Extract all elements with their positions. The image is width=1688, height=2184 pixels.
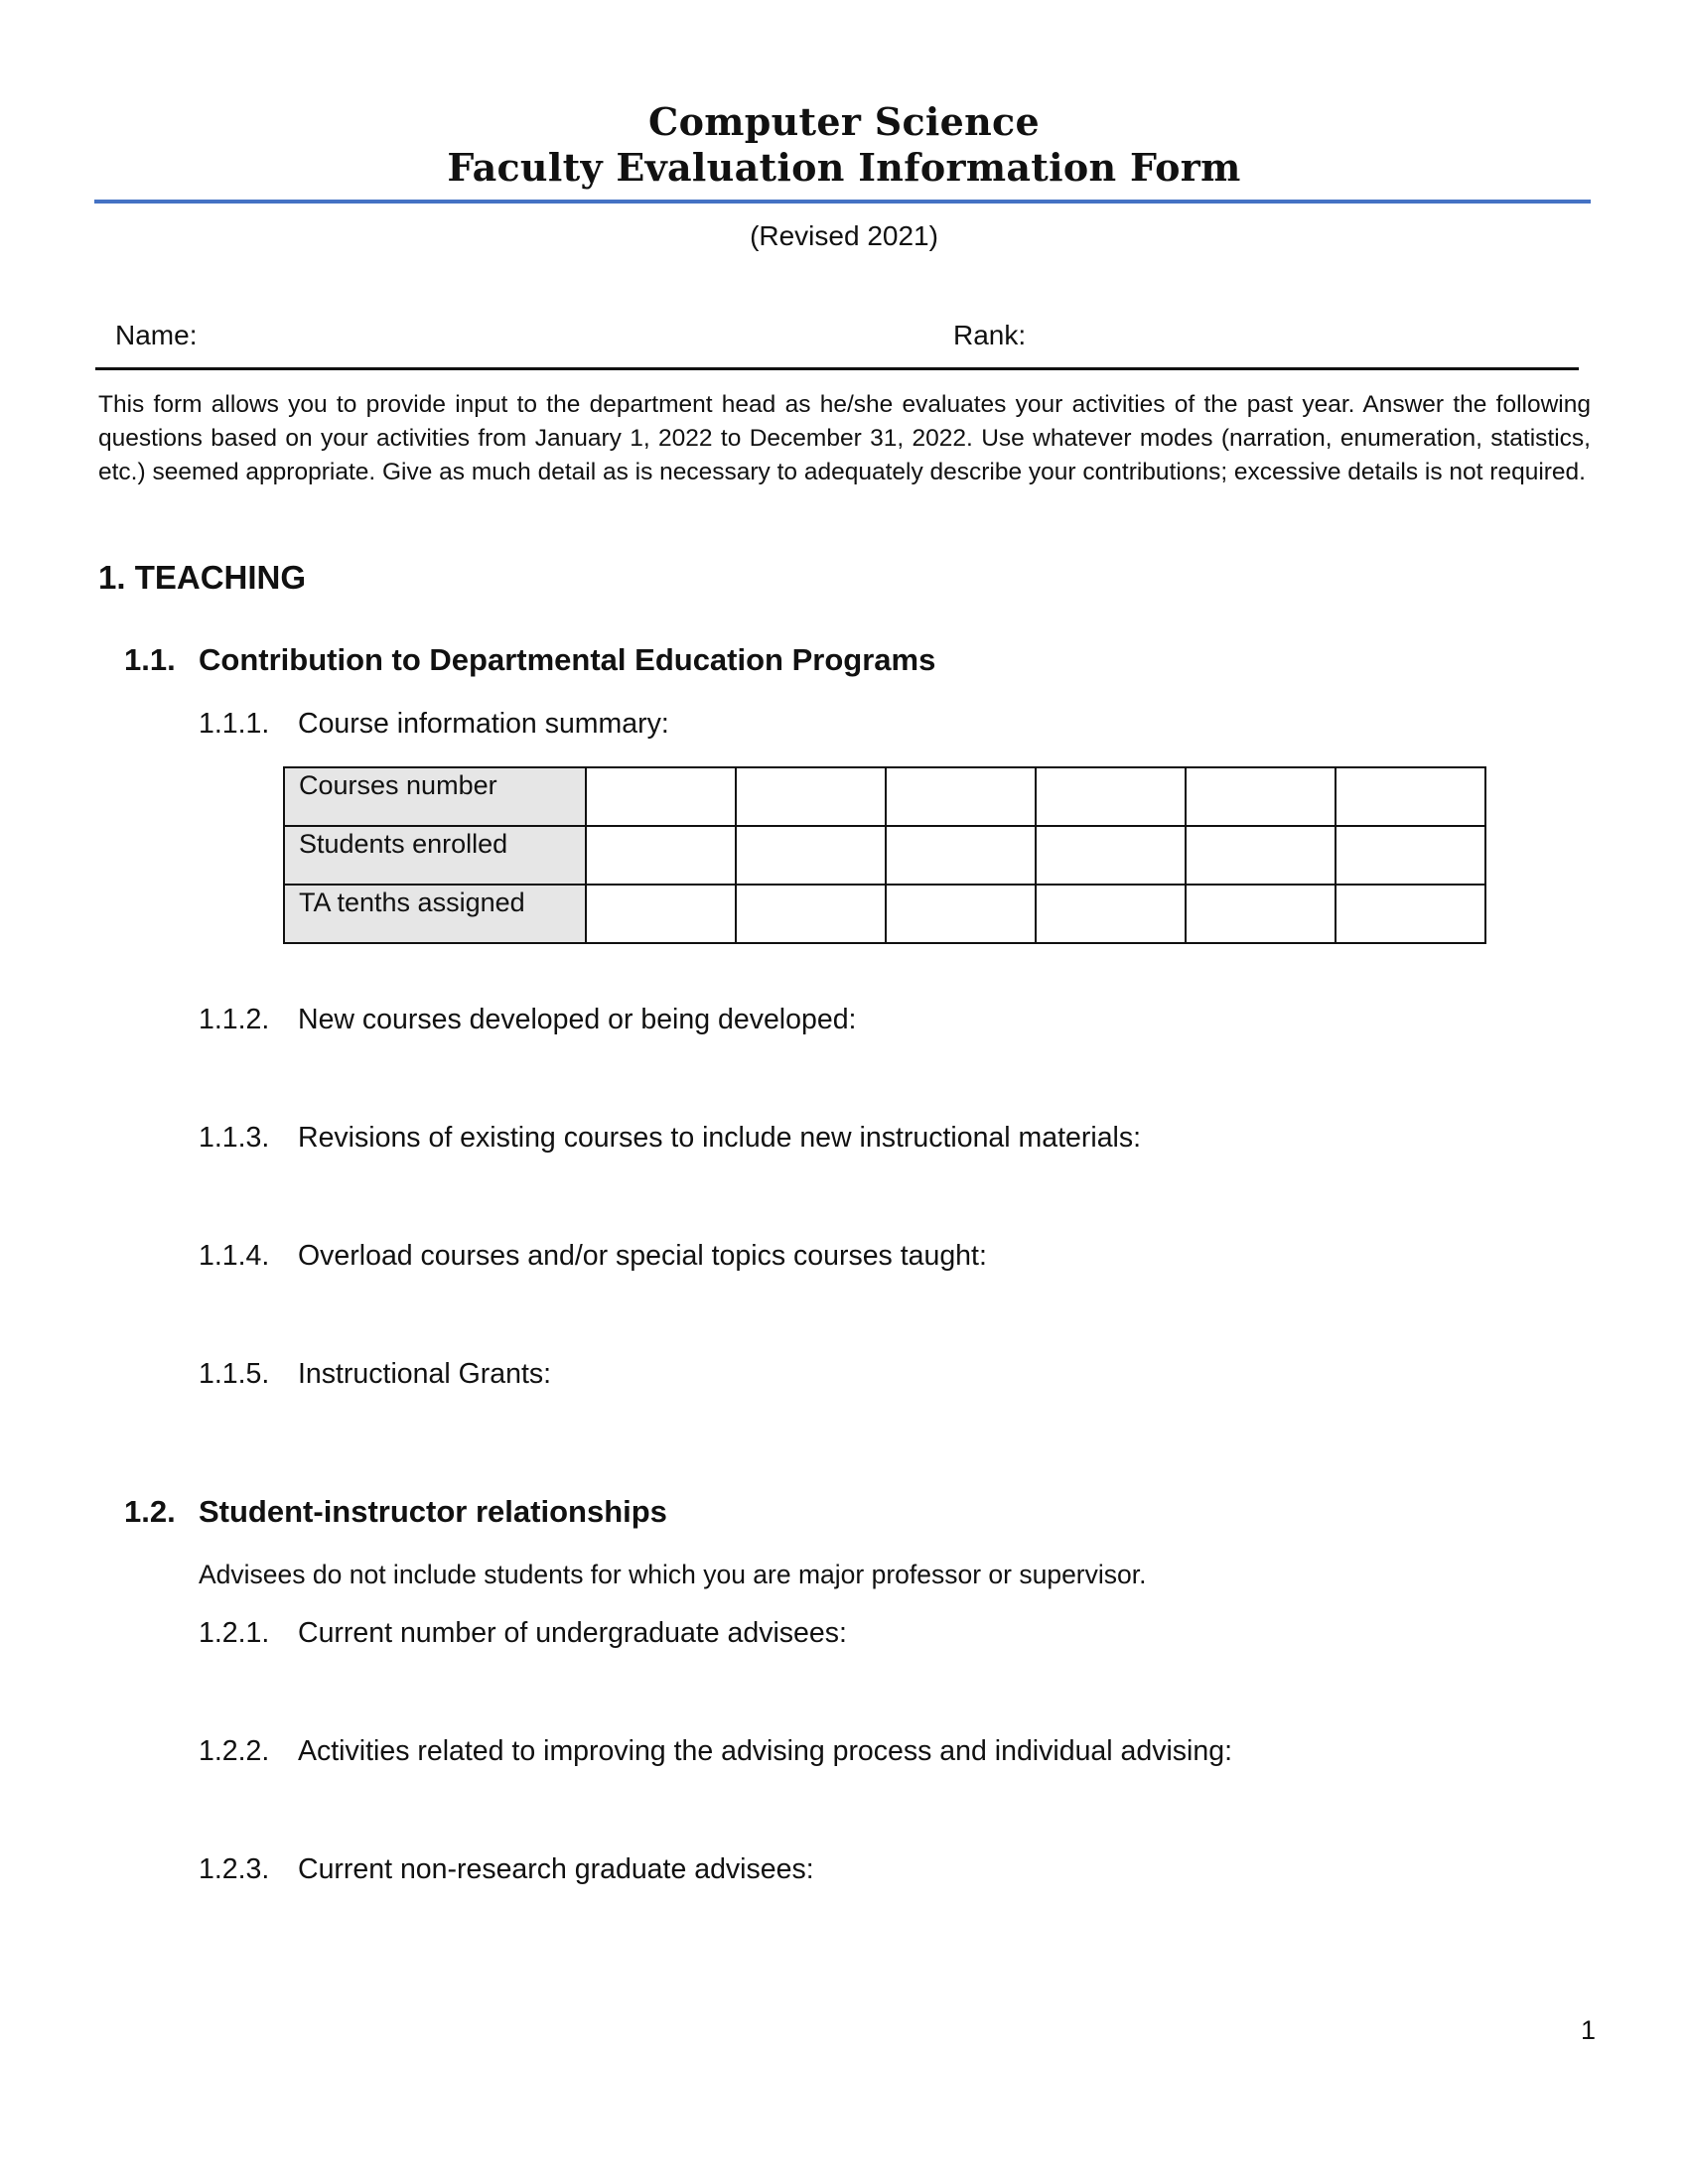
item-number: 1.1.4. bbox=[199, 1240, 270, 1272]
table-cell[interactable] bbox=[586, 885, 736, 943]
row-header-courses-number: Courses number bbox=[284, 767, 586, 826]
table-row bbox=[284, 826, 1485, 885]
item-number: 1.2.3. bbox=[199, 1853, 270, 1885]
table-cell[interactable] bbox=[1186, 767, 1336, 826]
item-text: Activities related to improving the advising process and individual advising: bbox=[298, 1735, 1233, 1767]
subsection-title: Student-instructor relationships bbox=[199, 1494, 667, 1529]
table-cell[interactable] bbox=[586, 826, 736, 885]
item-1-2-2 bbox=[199, 1735, 1232, 1768]
table-cell[interactable] bbox=[1036, 767, 1186, 826]
subsection-number: 1.1. bbox=[124, 642, 176, 677]
table-cell[interactable] bbox=[1036, 885, 1186, 943]
item-number: 1.2.1. bbox=[199, 1617, 270, 1649]
item-text: Instructional Grants: bbox=[298, 1358, 552, 1390]
item-text: Revisions of existing courses to include new instructional materials: bbox=[298, 1122, 1142, 1154]
item-text: Current non-research graduate advisees: bbox=[298, 1853, 814, 1885]
item-1-1-4 bbox=[199, 1240, 987, 1273]
revision-note: (Revised 2021) bbox=[750, 220, 938, 251]
intro-paragraph: This form allows you to provide input to the department head as he/she evaluates your activities of the past year. Answer the following questions based on your activities from January 1, 2022 to December 31, 2022. Use whatever modes (narration, enumeration, statistics, etc.) seemed appropriate. Give as much detail as is necessary to adequately describe your contributions; excessive details is not required. bbox=[98, 391, 1591, 485]
table-row bbox=[284, 767, 1485, 826]
item-number: 1.1.5. bbox=[199, 1358, 270, 1390]
subsection-title: Contribution to Departmental Education Programs bbox=[199, 642, 936, 677]
subsection-heading-1-2 bbox=[124, 1494, 667, 1530]
row-header-students-enrolled: Students enrolled bbox=[284, 826, 586, 885]
table-cell[interactable] bbox=[886, 826, 1036, 885]
item-text: Current number of undergraduate advisees: bbox=[298, 1617, 847, 1649]
table-cell[interactable] bbox=[1336, 767, 1485, 826]
item-text: New courses developed or being developed: bbox=[298, 1004, 857, 1035]
title-divider bbox=[94, 200, 1591, 204]
table-cell[interactable] bbox=[736, 885, 886, 943]
table-cell[interactable] bbox=[1186, 826, 1336, 885]
item-1-1-3 bbox=[199, 1122, 1141, 1155]
name-label: Name: bbox=[115, 320, 198, 350]
item-text: Overload courses and/or special topics courses taught: bbox=[298, 1240, 987, 1272]
advisee-note: Advisees do not include students for which you are major professor or supervisor. bbox=[199, 1560, 1147, 1589]
form-title-line-1: Computer Science bbox=[648, 99, 1040, 144]
page-number: 1 bbox=[1580, 2015, 1596, 2045]
form-title-line-2: Faculty Evaluation Information Form bbox=[447, 145, 1241, 190]
item-1-1-2 bbox=[199, 1004, 856, 1036]
section-heading-teaching: 1. TEACHING bbox=[98, 559, 307, 596]
name-rank-underline bbox=[95, 367, 1579, 370]
table-cell[interactable] bbox=[1036, 826, 1186, 885]
course-summary-table bbox=[283, 766, 1486, 944]
rank-label: Rank: bbox=[953, 320, 1027, 350]
item-number: 1.1.1. bbox=[199, 708, 270, 740]
item-1-1-5 bbox=[199, 1358, 551, 1391]
table-cell[interactable] bbox=[1186, 885, 1336, 943]
table-cell[interactable] bbox=[586, 767, 736, 826]
subsection-number: 1.2. bbox=[124, 1494, 176, 1529]
table-cell[interactable] bbox=[886, 767, 1036, 826]
table-cell[interactable] bbox=[1336, 826, 1485, 885]
item-1-2-3 bbox=[199, 1853, 814, 1886]
item-1-1-1 bbox=[199, 708, 669, 741]
subsection-heading-1-1 bbox=[124, 642, 935, 678]
table-row bbox=[284, 885, 1485, 943]
table-cell[interactable] bbox=[886, 885, 1036, 943]
item-number: 1.1.2. bbox=[199, 1004, 270, 1035]
item-1-2-1 bbox=[199, 1617, 847, 1650]
table-cell[interactable] bbox=[736, 767, 886, 826]
row-header-ta-tenths: TA tenths assigned bbox=[284, 885, 586, 943]
table-cell[interactable] bbox=[736, 826, 886, 885]
table-cell[interactable] bbox=[1336, 885, 1485, 943]
item-text: Course information summary: bbox=[298, 708, 669, 740]
item-number: 1.1.3. bbox=[199, 1122, 270, 1154]
item-number: 1.2.2. bbox=[199, 1735, 270, 1767]
